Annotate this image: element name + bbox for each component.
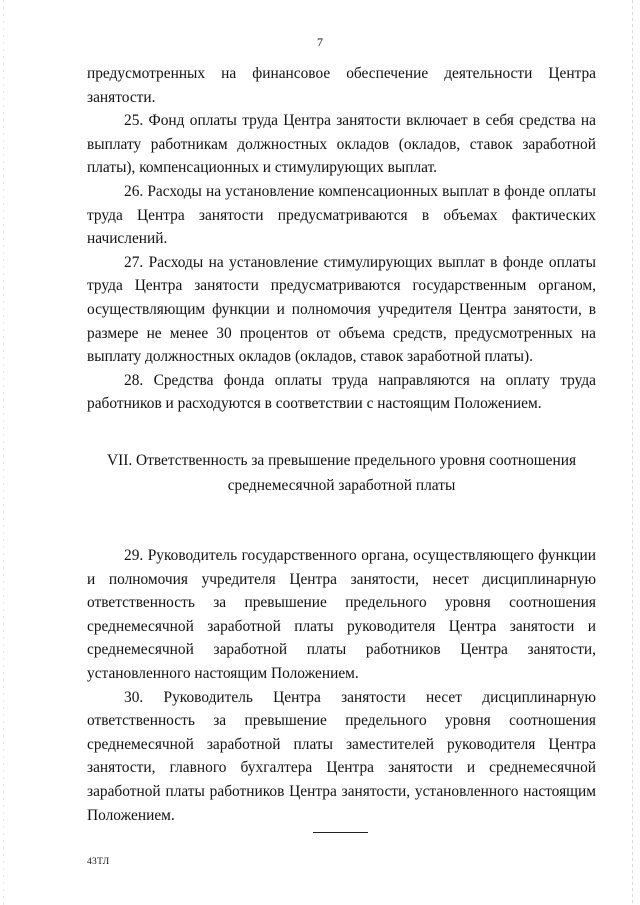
paragraph-28: 28. Средства фонда оплаты труда направляются на оплату труда работников и расходуются в соответствии с настоящим Положением. [87, 371, 596, 413]
paragraph-continuation: предусмотренных на финансовое обеспечение деятельности Центра занятости. [87, 65, 596, 106]
scan-edge-left [3, 0, 4, 905]
paragraph-30: 30. Руководитель Центра занятости несет дисциплинарную ответственность за превышение предельного уровня соотношения среднемесячной заработной платы заместителей руководителя Центра занятости, главного бухгалтера Центра занятости и среднемесячной заработной платы работников Центра занятости, установленного настоящим Положением. [87, 688, 596, 824]
section-heading-line-1: VII. Ответственность за превышение предельного уровня соотношения [106, 452, 577, 469]
scan-edge-right [632, 0, 633, 905]
paragraph-27: 27. Расходы на установление стимулирующих выплат в фонде оплаты труда Центра занятости предусматриваются государственным органом, осуществляющим функции и полномочия учредителя Центра занятости, в размере не менее 30 процентов от объема средств, предусмотренных на выплату должностных окладов (окладов, ставок заработной платы). [87, 253, 596, 366]
paragraph-26: 26. Расходы на установление компенсационных выплат в фонде оплаты труда Центра занятости предусматриваются в объемах фактических начислений. [87, 182, 596, 248]
body-text-top [87, 62, 596, 416]
section-heading-line-2: среднемесячной заработной платы [227, 476, 456, 494]
paragraph-25: 25. Фонд оплаты труда Центра занятости включает в себя средства на выплату работникам должностных окладов (окладов, ставок заработной платы), компенсационных и стимулирующих выплат. [87, 112, 596, 177]
footer-document-code: 43ТЛ [87, 857, 110, 867]
page-number: 7 [317, 35, 323, 49]
paragraph-29: 29. Руководитель государственного органа, осуществляющего функции и полномочия учредителя Центра занятости, несет дисциплинарную ответственность за превышение предельного уровня соотношения среднемесячной заработной платы руководителя Центра занятости и среднемесячной заработной платы работников Центра занятости, установленного настоящим Положением. [87, 547, 596, 682]
body-text-bottom [87, 544, 596, 827]
end-separator-line [313, 832, 368, 833]
section-heading [87, 449, 596, 498]
